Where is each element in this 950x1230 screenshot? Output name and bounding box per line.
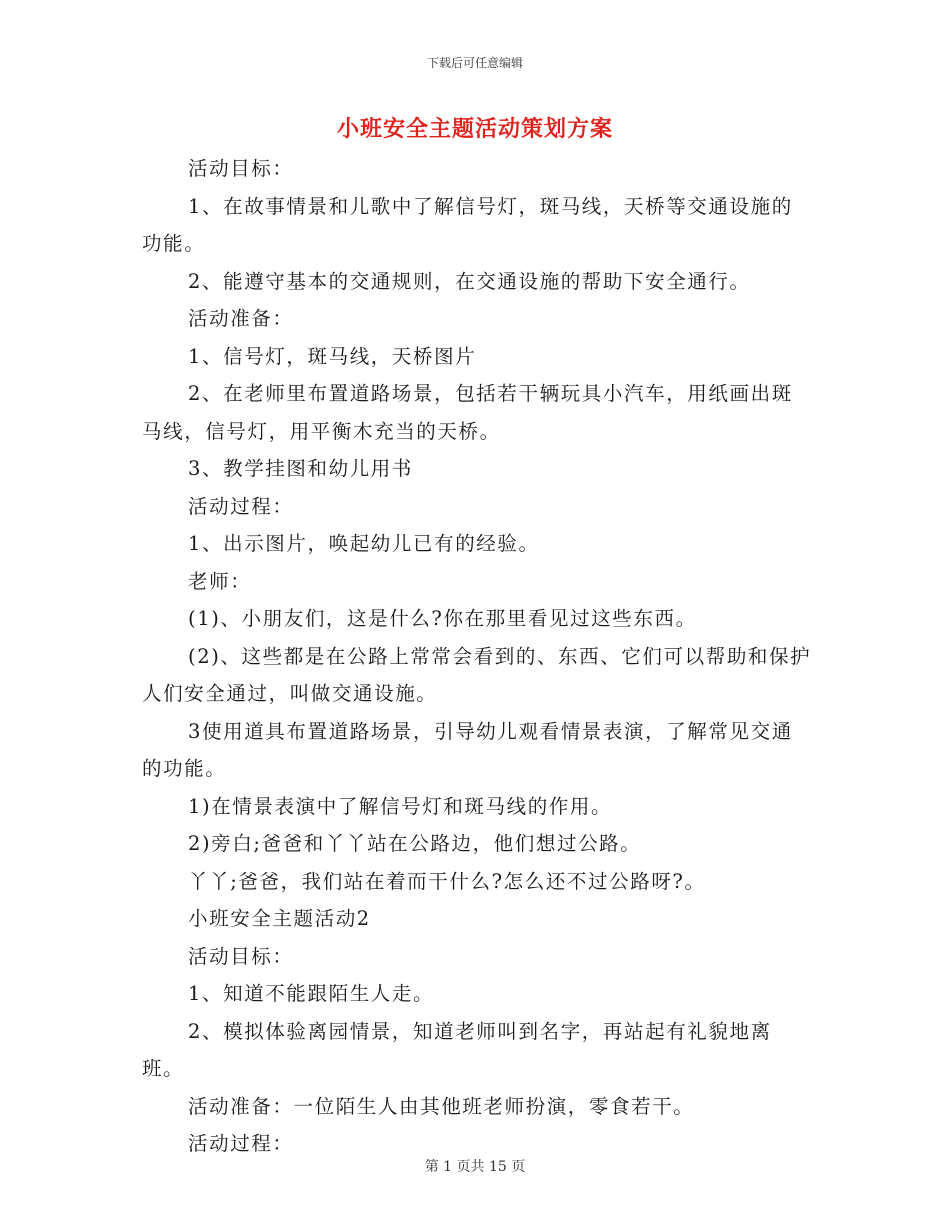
paragraph: 丫丫;爸爸，我们站在着而干什么?怎么还不过公路呀?。 — [188, 869, 706, 893]
paragraph: 1、在故事情景和儿歌中了解信号灯，斑马线，天桥等交通设施的功能。 — [142, 194, 793, 255]
paragraph: 3使用道具布置道路场景，引导幼儿观看情景表演，了解常见交通的功能。 — [142, 719, 793, 780]
paragraph: 1、出示图片，唤起幼儿已有的经验。 — [188, 532, 540, 555]
paragraph: 活动目标： — [188, 944, 294, 968]
paragraph: 2、能遵守基本的交通规则，在交通设施的帮助下安全通行。 — [188, 269, 751, 293]
paragraph: (1)、小朋友们，这是什么?你在那里看见过这些东西。 — [188, 607, 697, 630]
paragraph: 2)旁白;爸爸和丫丫站在公路边，他们想过公路。 — [188, 832, 642, 855]
document-body — [142, 150, 812, 1163]
paragraph: 1)在情景表演中了解信号灯和斑马线的作用。 — [188, 794, 613, 818]
header-note: 下载后可任意编辑 — [426, 56, 523, 70]
paragraph: 2、模拟体验离园情景，知道老师叫到名字，再站起有礼貌地离班。 — [142, 1019, 772, 1080]
paragraph: 1、信号灯，斑马线，天桥图片 — [188, 344, 477, 368]
paragraph: (2)、这些都是在公路上常常会看到的、东西、它们可以帮助和保护人们安全通过，叫做交通设施。 — [142, 644, 812, 705]
paragraph: 小班安全主题活动2 — [188, 907, 371, 930]
paragraph: 1、知道不能跟陌生人走。 — [188, 982, 435, 1005]
document-title: 小班安全主题活动策划方案 — [336, 116, 613, 142]
paragraph: 活动过程： — [188, 1132, 294, 1155]
paragraph: 活动目标： — [188, 157, 294, 180]
paragraph: 2、在老师里布置道路场景，包括若干辆玩具小汽车，用纸画出斑马线，信号灯，用平衡木充当的天桥。 — [142, 382, 793, 443]
paragraph: 老师： — [188, 569, 252, 593]
paragraph: 活动准备：一位陌生人由其他班老师扮演，零食若干。 — [188, 1094, 695, 1118]
paragraph: 活动准备： — [188, 307, 294, 330]
paragraph: 活动过程： — [188, 494, 294, 518]
page-number-footer: 第 1 页共 15 页 — [424, 1159, 526, 1175]
paragraph: 3、教学挂图和幼儿用书 — [188, 457, 414, 480]
